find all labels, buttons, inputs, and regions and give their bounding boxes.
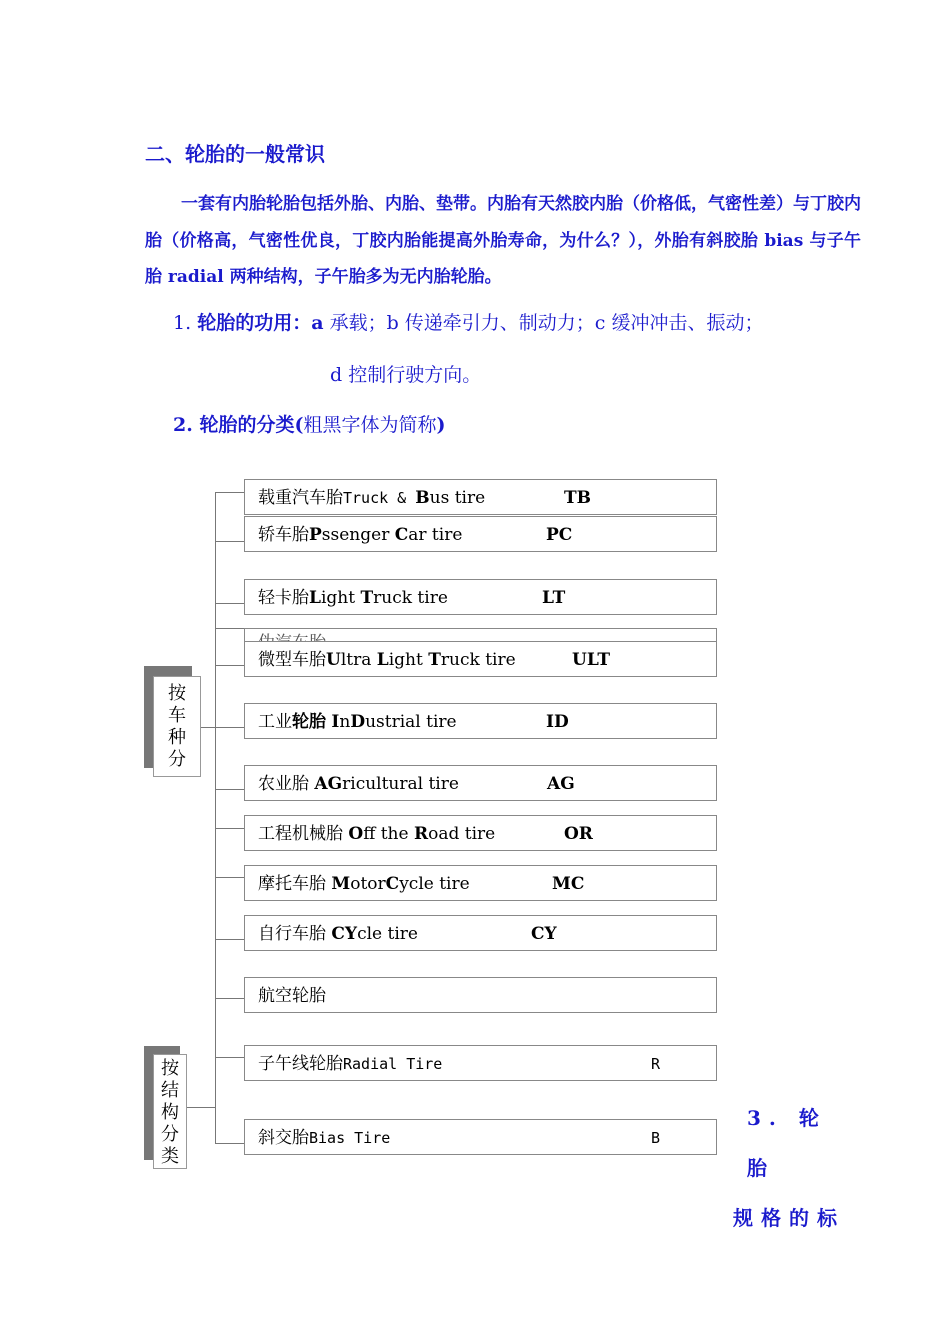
intro-text: 一套有内胎轮胎包括外胎、内胎、垫带。内胎有天然胶内胎（价格低，气密性差）与丁胶内胎（价格高，气密性优良，丁胶内胎能提高外胎寿命，为什么？），外胎有斜胶胎 bias 与子午胎 radial 两种结构，子午胎多为无内胎轮胎。 <box>145 194 861 287</box>
item1-a-letter: a <box>311 312 324 334</box>
branch-line <box>215 789 244 790</box>
item1-b-text: b 传递牵引力、制动力； <box>386 312 595 334</box>
tire-en-part: ltra <box>340 650 377 670</box>
tire-en-part: ias Tire <box>318 1129 391 1147</box>
tire-en-part: ff the <box>363 824 414 844</box>
tree-trunk <box>215 492 216 1144</box>
item1-functions <box>173 310 763 336</box>
tire-en-bold: R <box>413 824 429 844</box>
tire-en-part: B <box>309 1129 319 1147</box>
tire-en-part: ruck & <box>352 489 416 507</box>
tire-en-part: adial Tire <box>352 1055 443 1073</box>
branch-line <box>215 998 244 999</box>
tire-code: OR <box>564 824 593 844</box>
tire-en-bold: M <box>331 874 351 894</box>
tire-en-bold: C <box>385 874 400 894</box>
intro-paragraph <box>145 186 861 296</box>
item1-label: 轮胎的功用： <box>197 312 312 334</box>
category-by-vehicle <box>153 676 201 777</box>
tire-en-part: ight <box>388 650 429 670</box>
tire-code: R <box>651 1055 661 1073</box>
category-char: 构 <box>161 1102 179 1123</box>
branch-line <box>215 828 244 829</box>
tire-en-bold: T <box>360 588 374 608</box>
tire-cn-name: 农业胎 <box>258 774 309 794</box>
item1-a-text: 承载； <box>329 312 387 334</box>
branch-line <box>215 877 244 878</box>
category-by-structure <box>153 1054 187 1169</box>
item2-close: ) <box>436 414 446 436</box>
branch-line <box>215 603 244 604</box>
category-char: 种 <box>168 727 186 748</box>
tire-code: LT <box>542 588 566 608</box>
tire-type-bicycle <box>244 915 717 951</box>
item3-line1: 3. 轮胎 <box>747 1106 827 1180</box>
item1-number: 1. <box>173 312 192 334</box>
tire-en-part: ustrial tire <box>365 712 457 732</box>
tire-en-bold: L <box>309 588 321 608</box>
tire-cn-name: 工业 <box>258 712 292 732</box>
tire-type-ultra-light-truck <box>244 641 717 677</box>
item2-label: 2. 轮胎的分类( <box>173 414 304 436</box>
tire-cn-name: 自行车胎 <box>258 924 326 944</box>
tire-cn-name: 载重汽车胎 <box>258 488 343 508</box>
tire-code: MC <box>552 874 585 894</box>
tire-cn-name: 摩托车胎 <box>258 874 326 894</box>
tire-code: ULT <box>572 650 611 670</box>
tire-type-passenger-car <box>244 516 717 552</box>
tire-en-part: cle tire <box>357 924 418 944</box>
tire-en-part: R <box>343 1055 353 1073</box>
branch-line <box>215 939 244 940</box>
tire-code: PC <box>546 525 573 545</box>
tire-en-bold: B <box>415 488 430 508</box>
category-char: 按 <box>168 683 186 704</box>
tire-en-bold: C <box>394 525 409 545</box>
category-connector <box>187 1107 215 1108</box>
category-char: 按 <box>161 1058 179 1079</box>
category-char: 分 <box>161 1124 179 1145</box>
tire-type-motorcycle <box>244 865 717 901</box>
branch-line <box>215 727 244 728</box>
tire-type-truck-bus <box>244 479 717 515</box>
tire-code: B <box>651 1129 661 1147</box>
tire-code: AG <box>547 774 575 794</box>
tire-en-part: n <box>339 712 351 732</box>
tire-en-bold: D <box>350 712 366 732</box>
item3-spec-heading <box>733 1093 853 1243</box>
item1-d: d 控制行驶方向。 <box>330 364 482 386</box>
tire-cn-name: 子午线轮胎 <box>258 1054 343 1074</box>
section-title: 二、轮胎的一般常识 <box>145 142 325 166</box>
tire-en-part: ssenger <box>321 525 395 545</box>
tire-en-bold: P <box>309 525 322 545</box>
tire-structure-radial <box>244 1045 717 1081</box>
tire-cn-bold: 轮胎 <box>292 712 326 732</box>
tire-cn-name: 工程机械胎 <box>258 824 343 844</box>
branch-line <box>215 492 244 493</box>
tire-en-part: ruck tire <box>440 650 516 670</box>
branch-line <box>215 541 244 542</box>
category-char: 结 <box>161 1080 179 1101</box>
tire-en-bold: U <box>326 650 341 670</box>
tire-en-part: ar tire <box>408 525 463 545</box>
tire-type-industrial <box>244 703 717 739</box>
item2-note: 粗黑字体为简称 <box>303 414 437 436</box>
branch-line <box>215 1057 244 1058</box>
tire-type-off-road <box>244 815 717 851</box>
tire-en-bold: O <box>348 824 364 844</box>
tire-structure-bias <box>244 1119 717 1155</box>
tire-type-partial-hidden <box>244 628 717 642</box>
tire-type-agricultural <box>244 765 717 801</box>
item3-line2: 规格的标 <box>733 1206 845 1230</box>
tire-en-part: ycle tire <box>399 874 470 894</box>
branch-line <box>215 628 244 629</box>
item1-c-text: c 缓冲冲击、振动； <box>594 312 764 334</box>
item2-classification <box>173 410 445 437</box>
tire-en-part: us tire <box>429 488 486 508</box>
tire-en-bold: AG <box>314 774 343 794</box>
tire-cn-name: 斜交胎 <box>258 1128 309 1148</box>
tire-code: TB <box>564 488 592 508</box>
tire-en-bold: T <box>428 650 441 670</box>
tire-en-bold: L <box>376 650 389 670</box>
tire-en-bold: CY <box>331 924 358 944</box>
tire-en-part: ight <box>320 588 361 608</box>
tire-cn-name: 航空轮胎 <box>258 986 326 1006</box>
tire-cn-name: 微型车胎 <box>258 650 326 670</box>
tire-en-part: oad tire <box>428 824 496 844</box>
tire-en-part: ruck tire <box>373 588 448 608</box>
tire-cn-name: 轿车胎 <box>258 525 309 545</box>
tire-en-part: otor <box>350 874 386 894</box>
tire-en-part: ricultural tire <box>342 774 459 794</box>
tire-en-part: T <box>343 489 353 507</box>
tire-type-light-truck <box>244 579 717 615</box>
tire-code: CY <box>531 924 557 944</box>
branch-line <box>215 665 244 666</box>
tire-en-bold: I <box>331 712 340 732</box>
tire-cn-name: 轻卡胎 <box>258 588 309 608</box>
category-char: 车 <box>168 705 186 726</box>
tire-code: ID <box>546 712 569 732</box>
branch-line <box>215 1143 244 1144</box>
category-char: 类 <box>161 1146 179 1167</box>
tire-type-aircraft <box>244 977 717 1013</box>
category-char: 分 <box>168 749 186 770</box>
